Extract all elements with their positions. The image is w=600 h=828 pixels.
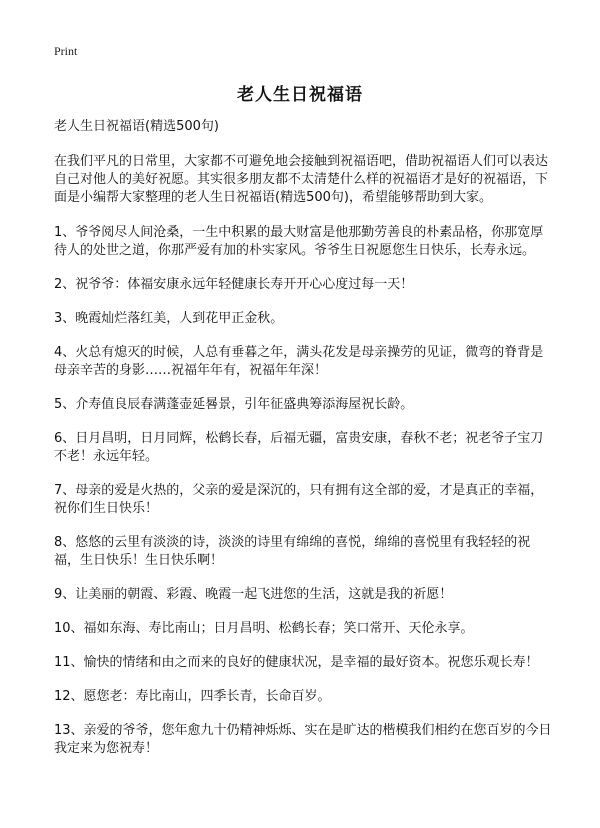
article-intro: 在我们平凡的日常里，大家都不可避免地会接触到祝福语吧，借助祝福语人们可以表达自己对他人的美好祝愿。其实很多朋友都不太清楚什么样的祝福语才是好的祝福语，下面是小编帮大家整理的老人生日祝福语(精选500句)，希望能够帮助到大家。 xyxy=(54,154,549,205)
wish-item: 3、晚霞灿烂落红美，人到花甲正金秋。 xyxy=(54,311,284,326)
wish-item: 5、介寿值良辰春满蓬壶延晷景，引年征盛典筹添海屋祝长龄。 xyxy=(54,397,414,412)
wish-item: 8、悠悠的云里有淡淡的诗，淡淡的诗里有绵绵的喜悦，绵绵的喜悦里有我轻轻的祝福，生日快乐！生日快乐啊！ xyxy=(54,535,531,568)
page-title: 老人生日祝福语 xyxy=(237,85,363,105)
wish-list xyxy=(54,224,552,758)
wish-item: 9、让美丽的朝霞、彩霞、晚霞一起飞进您的生活，这就是我的祈愿！ xyxy=(54,587,453,602)
wish-item: 10、福如东海、寿比南山；日月昌明、松鹤长春；笑口常开、天伦永享。 xyxy=(54,621,474,636)
article-body xyxy=(54,118,552,774)
print-link[interactable]: Print xyxy=(54,44,78,58)
wish-item: 13、亲爱的爷爷，您年愈九十仍精神烁烁、实在是旷达的楷模我们相约在您百岁的今日我定来为您祝寿！ xyxy=(54,723,552,756)
article-subtitle: 老人生日祝福语(精选500句) xyxy=(54,119,219,134)
wish-item: 6、日月昌明，日月同辉，松鹤长春，后福无疆，富贵安康，春秋不老；祝老爷子宝刀不老！永远年轻。 xyxy=(54,431,544,464)
wish-item: 11、愉快的情绪和由之而来的良好的健康状况，是幸福的最好资本。祝您乐观长寿！ xyxy=(54,655,539,670)
wish-item: 2、祝爷爷：体福安康永远年轻健康长寿开开心心度过每一天！ xyxy=(54,277,414,292)
wish-item: 12、愿您老：寿比南山，四季长青，长命百岁。 xyxy=(54,689,331,704)
wish-item: 4、火总有熄灭的时候，人总有垂暮之年，满头花发是母亲操劳的见证，微弯的脊背是母亲辛苦的身影……祝福年年有，祝福年年深！ xyxy=(54,345,544,378)
wish-item: 1、爷爷阅尽人间沧桑，一生中积累的最大财富是他那勤劳善良的朴素品格，你那宽厚待人的处世之道，你那严爱有加的朴实家风。爷爷生日祝愿您生日快乐，长寿永远。 xyxy=(54,225,544,258)
wish-item: 7、母亲的爱是火热的，父亲的爱是深沉的，只有拥有这全部的爱，才是真正的幸福，祝你们生日快乐！ xyxy=(54,483,544,516)
